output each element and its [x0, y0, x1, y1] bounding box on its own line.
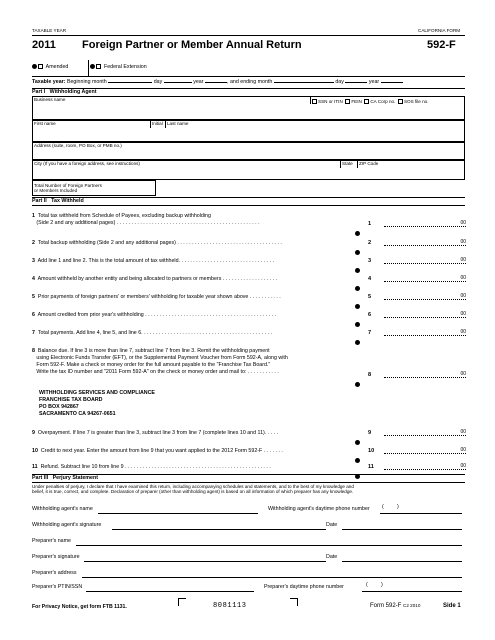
federal-extension-option[interactable]: Federal Extension: [90, 64, 147, 71]
line-5: 5 Prior payments of foreign partners' or members' withholding for taxable year shown above . . . . . . . . . . .: [32, 294, 281, 300]
amended-checkbox[interactable]: [38, 64, 43, 69]
line-3-amount[interactable]: 00: [384, 257, 466, 264]
id-type-options: SSN or ITIN FEIN CA Corp no. SOS file no.: [312, 99, 428, 104]
part2-heading: Part II Tax Withheld: [32, 198, 84, 204]
agent-signature-label: Withholding agent's signature: [32, 522, 102, 528]
bullet-icon: [32, 64, 37, 69]
preparer-address-field[interactable]: [82, 577, 462, 578]
preparer-signature-label: Preparer's signature: [32, 554, 80, 560]
form-code: 8081113: [213, 602, 247, 610]
bullet-icon: [355, 322, 360, 327]
form-label: CALIFORNIA FORM: [418, 28, 461, 33]
total-partners-label: Total Number of Foreign Partners or Members Included: [34, 183, 102, 194]
federal-extension-checkbox[interactable]: [96, 64, 101, 69]
preparer-phone-label: Preparer's daytime phone number: [264, 584, 344, 590]
preparer-address-label: Preparer's address: [32, 570, 77, 576]
line-9-number: 9: [368, 430, 372, 436]
preparer-name-field[interactable]: [76, 545, 462, 546]
footer-form: Form 592-F C2 2010: [370, 603, 421, 609]
name-field[interactable]: [32, 120, 465, 142]
form-number: 592-F: [427, 39, 456, 51]
initial-label: Initial: [152, 121, 163, 126]
line-10-amount[interactable]: 00: [384, 447, 466, 454]
line-9: 9 Overpayment. If line 7 is greater than line 3, subtract line 3 from line 7 (complete lines 10 and 11). . . . .: [32, 430, 279, 436]
line-2: 2 Total backup withholding (Side 2 and any additional pages) . . . . . . . . . . . . . . . . . . . . . . . . . . . . . . . . . . . .: [32, 240, 282, 246]
bullet-icon: [355, 340, 360, 345]
line-1-number: 1: [368, 221, 372, 227]
bullet-icon: [355, 440, 360, 445]
line-4-number: 4: [368, 276, 372, 282]
line-7: 7 Total payments. Add line 4, line 5, and line 6. . . . . . . . . . . . . . . . . . . . . . . . . . . . . . . . . . . . . . . . . . . . .: [32, 330, 273, 336]
line-4: 4 Amount withheld by another entity and being allocated to partners or members . . . . . . . . . . . . . . . . . . .: [32, 276, 278, 282]
bullet-icon: [355, 474, 360, 479]
perjury-statement: Under penalties of perjury, I declare that I have examined this return, including accompanying schedules and statements, and to the best of my knowledge and belief, it is true, correct, and complete. Declaration of preparer (other than withholding agent) is based on all information of which preparer has any knowledge.: [32, 484, 354, 495]
agent-name-label: Withholding agent's name: [32, 506, 93, 512]
line-8-amount[interactable]: 00: [384, 371, 466, 378]
ssn-checkbox[interactable]: [312, 99, 317, 104]
ca-corp-checkbox[interactable]: [364, 99, 369, 104]
preparer-ptin-field[interactable]: [86, 591, 254, 592]
bullet-icon: [90, 64, 95, 69]
line-5-amount[interactable]: 00: [384, 293, 466, 300]
city-label: City (If you have a foreign address, see instructions): [34, 161, 140, 166]
line-2-amount[interactable]: 00: [384, 239, 466, 246]
sos-checkbox[interactable]: [398, 99, 403, 104]
line-11-number: 11: [368, 464, 374, 470]
line-5-number: 5: [368, 294, 372, 300]
tax-year: 2011: [32, 39, 56, 51]
footer-side: Side 1: [443, 603, 461, 609]
part1-heading: Part I Withholding Agent: [32, 89, 97, 95]
line-1: 1 Total tax withheld from Schedule of Payees, excluding backup withholding (Side 2 and any additional pages) . . . . . . . . . . . . . . . . . . . . . . . . . . . . . . . . . . . . . . . . . . . . . . . . .: [32, 213, 260, 226]
line-6-amount[interactable]: 00: [384, 311, 466, 318]
line-6: 6 Amount credited from prior year's withholding . . . . . . . . . . . . . . . . . . . . . . . . . . . . . . . . . . . . . . . . . . . . .: [32, 312, 277, 318]
bullet-icon: [355, 286, 360, 291]
preparer-phone-field[interactable]: ( ): [366, 582, 383, 588]
bullet-icon: [355, 268, 360, 273]
bullet-icon: [355, 382, 360, 387]
agent-phone-label: Withholding agent's daytime phone number: [268, 506, 370, 512]
business-name-label: Business name: [34, 97, 66, 102]
bullet-icon: [355, 231, 360, 236]
line-8-number: 8: [368, 372, 372, 378]
bullet-icon: [355, 250, 360, 255]
agent-signature-field[interactable]: [112, 529, 326, 530]
state-label: State: [342, 161, 353, 166]
date-field-1[interactable]: [342, 529, 462, 530]
line-6-number: 6: [368, 312, 372, 318]
preparer-ptin-label: Preparer's PTIN/SSN: [32, 584, 83, 590]
taxable-year-label: TAXABLE YEAR: [32, 28, 67, 33]
line-11: 11 Refund. Subtract line 10 from line 9 . . . . . . . . . . . . . . . . . . . . . . . . . . . . . . . . . . . . . . . . . . . . . . . . . .: [32, 464, 271, 470]
agent-phone-field[interactable]: ( ): [382, 504, 399, 510]
part3-heading: Part III Perjury Statement: [32, 475, 98, 481]
bullet-icon: [355, 304, 360, 309]
line-7-amount[interactable]: 00: [384, 329, 466, 336]
preparer-signature-field[interactable]: [84, 561, 326, 562]
line-3: 3 Add line 1 and line 2. This is the total amount of tax withheld. . . . . . . . . . . . . . . . . . . . . . . . . . . . . . . . .: [32, 258, 275, 264]
zip-label: ZIP Code: [359, 161, 379, 166]
line-7-number: 7: [368, 330, 372, 336]
address-label: Address (suite, room, PO Box, or PMB no.): [34, 143, 122, 148]
preparer-name-label: Preparer's name: [32, 538, 71, 544]
fein-checkbox[interactable]: [345, 99, 350, 104]
line-3-number: 3: [368, 258, 372, 264]
line-10-number: 10: [368, 448, 375, 454]
line-1-amount[interactable]: 00: [384, 220, 466, 227]
line-10: 10 Credit to next year. Enter the amount from line 9 that you want applied to the 2012 Form 592-F . . . . . . .: [32, 448, 283, 454]
line-9-amount[interactable]: 00: [384, 429, 466, 436]
line-8: 8 Balance due. If line 3 is more than line 7, subtract line 7 from line 3. Remit the withholding payment using Electronic Funds Transfer (EFT), or the Supplemental Payment Voucher from Form 592-A, along with Form 592-F. Make a check or money order for the full amount payable to the "Franchise Tax Board." Write the tax ID number and "2011 Form 592-A" on the check or money order and mail to: . . . . . . . . . . .: [32, 348, 288, 375]
agent-name-field[interactable]: [98, 513, 258, 514]
bullet-icon: [355, 458, 360, 463]
line-4-amount[interactable]: 00: [384, 275, 466, 282]
date-label-1: Date: [326, 522, 338, 528]
first-name-label: First name: [34, 121, 56, 126]
line-2-number: 2: [368, 240, 372, 246]
mailing-address: WITHHOLDING SERVICES AND COMPLIANCE FRANCHISE TAX BOARD PO BOX 942867 SACRAMENTO CA 94267-0651: [39, 390, 155, 417]
amended-option[interactable]: Amended: [32, 64, 68, 71]
date-label-2: Date: [326, 554, 338, 560]
last-name-label: Last name: [167, 121, 189, 126]
taxable-year-line: Taxable year: Beginning month day year , and ending month day year: [32, 79, 465, 86]
line-11-amount[interactable]: 00: [384, 463, 466, 470]
privacy-notice: For Privacy Notice, get form FTB 1131.: [32, 604, 127, 610]
date-field-2[interactable]: [342, 561, 462, 562]
form-title: Foreign Partner or Member Annual Return: [82, 39, 302, 51]
